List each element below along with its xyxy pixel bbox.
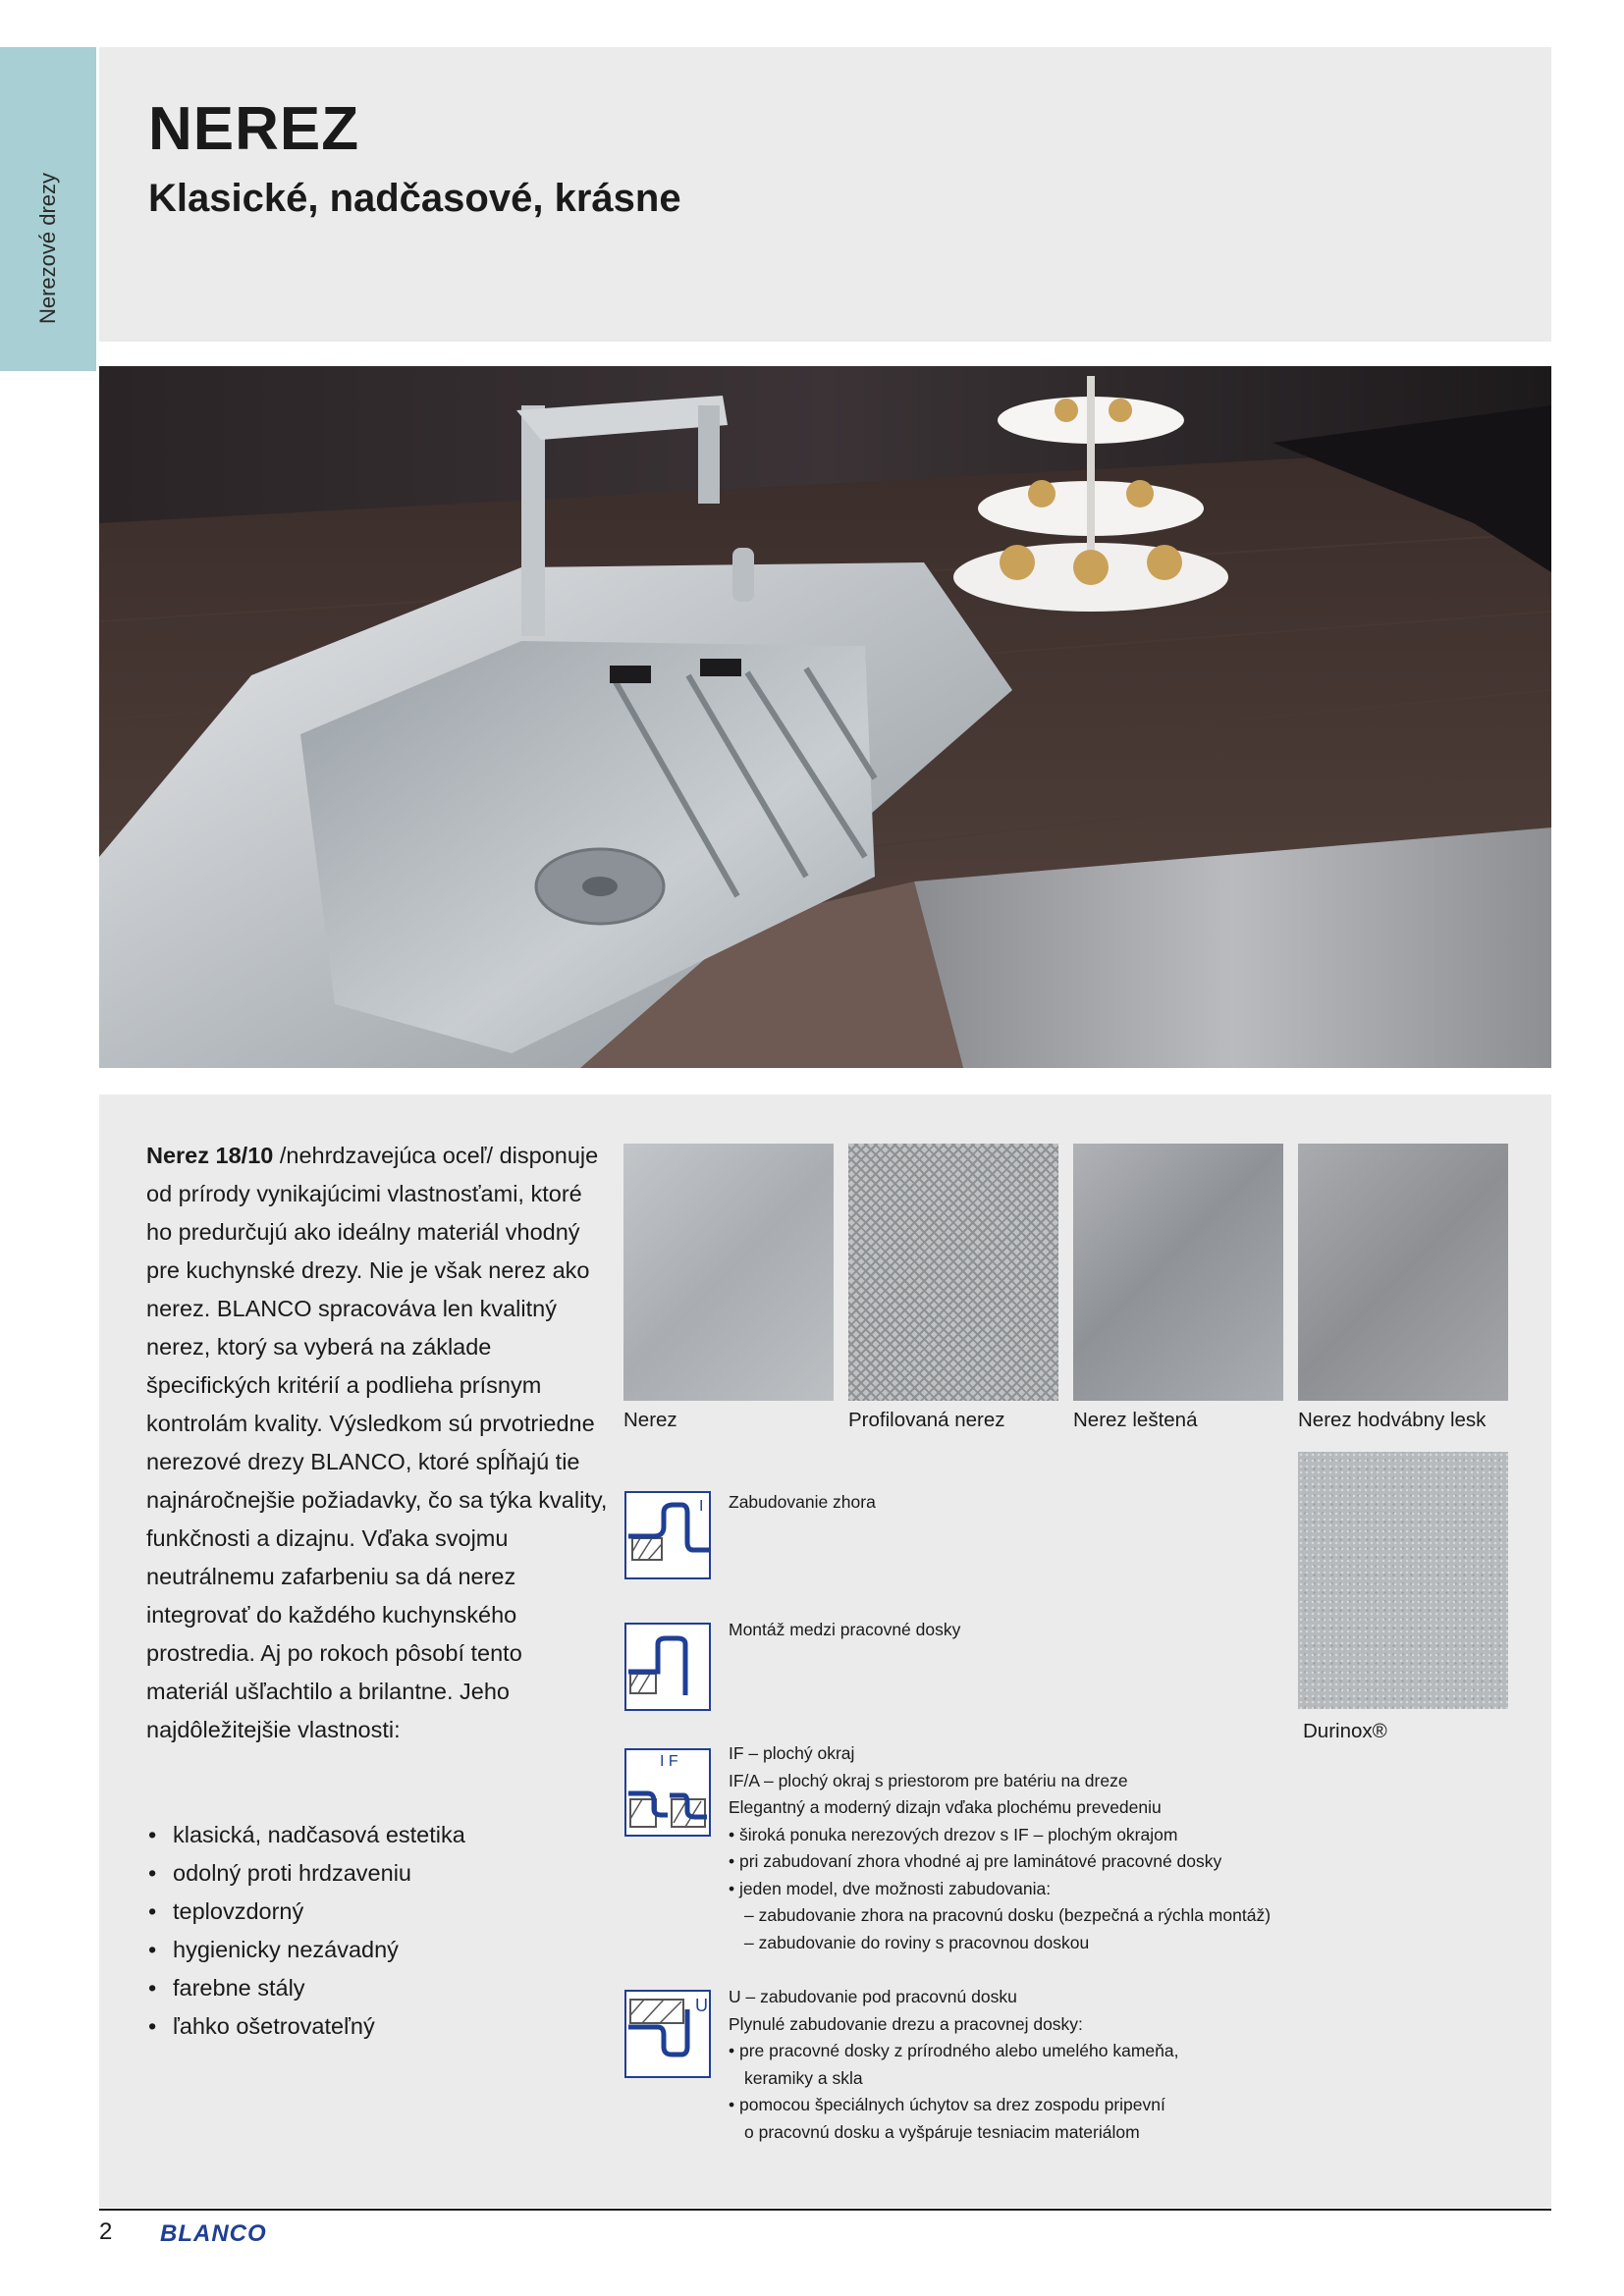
icon-badge: I F (660, 1753, 678, 1770)
hero-photo-kitchen-sink (99, 366, 1551, 1068)
list-item: • teplovzdorný (146, 1893, 465, 1931)
content-panel (99, 1095, 1551, 2208)
inset-mount-icon (624, 1623, 711, 1711)
properties-list (146, 1816, 465, 2046)
list-item: • farebne stály (146, 1969, 465, 2007)
mounting-undermount-text: U – zabudovanie pod pracovnú dosku Plynulé zabudovanie drezu a pracovnej dosky: • pre pracovné dosky z prírodného alebo umelého kameňa, keramiky a skla • pomocou špeciálnych úchytov sa drez zospodu pripevní o pracovnú dosku a vyšpáruje tesniacim materiálom (729, 1987, 1179, 2142)
page-header (99, 47, 1551, 342)
intro-text: /nehrdzavejúca oceľ/ disponuje od prírody vynikajúcimi vlastnosťami, ktoré ho predurčujú ako ideálny materiál vhodný pre kuchynské drezy. Nie je však nerez ako nerez. BLANCO spracováva len kvalitný nerez, ktorý sa vyberá na základe špecifických kritérií a podlieha prísnym kontrolám kvality. Výsledkom sú prvotriedne nerezové drezy BLANCO, ktoré spĺňajú tie najnáročnejšie požiadavky, čo sa týka kvality, funkčnosti a dizajnu. Vďaka svojmu neutrálnemu zafarbeniu sa dá nerez integrovať do každého kuchynského prostredia. Aj po rokoch pôsobí tento materiál ušľachtilo a brilantne. Jeho najdôležitejšie vlastnosti: (146, 1143, 608, 1742)
intro-lead: Nerez 18/10 (146, 1143, 274, 1168)
page-title: NEREZ (148, 95, 360, 163)
top-mount-icon (624, 1491, 711, 1579)
swatch-durinox (1298, 1452, 1508, 1709)
swatch-nerez-hodvabny-lesk (1298, 1144, 1508, 1401)
mounting-inset-text: Montáž medzi pracovné dosky (729, 1620, 961, 1639)
intro-paragraph (146, 1137, 608, 1749)
side-tab-label: Nerezové drezy (35, 172, 60, 325)
page-number: 2 (99, 2218, 113, 2245)
swatch-profilovana-nerez (848, 1144, 1058, 1401)
undermount-icon (624, 1990, 711, 2078)
page-subtitle: Klasické, nadčasové, krásne (148, 177, 681, 220)
swatch-nerez-lestena (1073, 1144, 1283, 1401)
flat-edge-mount-icon (624, 1748, 711, 1837)
mounting-top-text: Zabudovanie zhora (729, 1492, 876, 1512)
list-item: • klasická, nadčasová estetika (146, 1816, 465, 1854)
swatch-label: Nerez (623, 1409, 677, 1431)
mounting-flat-edge-text: IF – plochý okraj IF/A – plochý okraj s priestorom pre batériu na dreze Elegantný a moderný dizajn vďaka plochému prevedeniu • široká ponuka nerezových drezov s IF – plochým okrajom • pri zabudovaní zhora vhodné aj pre laminátové pracovné dosky • jeden model, dve možnosti zabudovania: – zabudovanie zhora na pracovnú dosku (bezpečná a rýchla montáž) – zabudovanie do roviny s pracovnou doskou (729, 1743, 1272, 1952)
swatch-label: Nerez leštená (1073, 1409, 1198, 1431)
blanco-logo: BLANCO (160, 2220, 267, 2247)
list-item: • hygienicky nezávadný (146, 1931, 465, 1969)
swatch-label: Nerez hodvábny lesk (1298, 1409, 1487, 1431)
icon-badge: U (695, 1996, 708, 2015)
list-item: • ľahko ošetrovateľný (146, 2007, 465, 2046)
swatch-label: Profilovaná nerez (848, 1409, 1005, 1431)
icon-badge: I (699, 1498, 704, 1515)
footer-rule (99, 2209, 1551, 2211)
list-item: • odolný proti hrdzaveniu (146, 1854, 465, 1893)
swatch-label: Durinox® (1303, 1720, 1387, 1742)
side-tab (0, 47, 96, 371)
swatch-nerez (623, 1144, 834, 1401)
